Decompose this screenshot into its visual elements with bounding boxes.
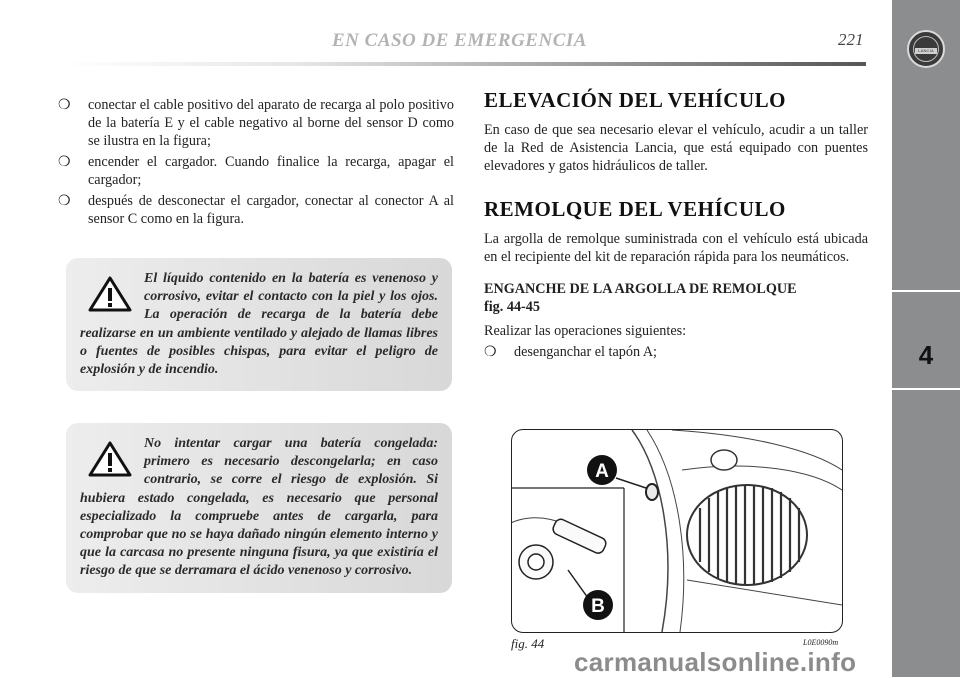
subheading-fig-ref: fig. 44-45	[484, 299, 540, 315]
warning-box-battery-acid	[66, 258, 452, 391]
bullet-icon: ❍	[58, 154, 71, 170]
list-item-text: encender el cargador. Cuando finalice la recarga, apagar el cargador;	[88, 154, 454, 188]
watermark: carmanualsonline.info	[574, 647, 857, 677]
right-column	[484, 88, 868, 364]
bullet-icon: ❍	[484, 344, 497, 360]
paragraph-remolque: La argolla de remolque suministrada con el vehículo está ubicada en el recipiente del kit de reparación rápida para los neumáticos.	[484, 231, 868, 265]
chapter-number: 4	[918, 340, 934, 370]
subheading-enganche: ENGANCHE DE LA ARGOLLA DE REMOLQUE	[484, 281, 797, 297]
bullet-icon: ❍	[58, 97, 71, 113]
list-item	[58, 96, 454, 150]
left-column	[58, 96, 454, 231]
list-item-text: desenganchar el tapón A;	[514, 344, 658, 360]
bullet-icon: ❍	[58, 193, 71, 209]
warning-text: El líquido contenido en la batería es venenoso y corrosivo, evitar el contacto con la piel y los ojos. La operación de recarga de la batería debe realizarse en un ambiente ventilado y alejado de llamas libres o fuentes de posibles chispas, para evitar el peligro de explosión y de incendio.	[80, 271, 438, 378]
sidebar-divider-bottom	[892, 388, 960, 390]
list-item-text: después de desconectar el cargador, conectar al conector A al sensor C como en la figura.	[88, 193, 454, 227]
warning-triangle-icon	[88, 276, 132, 312]
section-title: EN CASO DE EMERGENCIA	[332, 30, 587, 51]
figure-code: L0E0090m	[803, 638, 839, 647]
lancia-logo	[907, 30, 945, 68]
figure-caption: fig. 44	[511, 636, 545, 651]
warning-triangle-icon	[88, 441, 132, 477]
page-number: 221	[838, 30, 864, 49]
logo-text: LANCIA	[915, 48, 937, 54]
heading-elevacion: ELEVACIÓN DEL VEHÍCULO	[484, 88, 786, 112]
list-item	[484, 343, 868, 361]
chapter-sidebar	[892, 0, 960, 677]
sidebar-divider-top	[892, 290, 960, 292]
list-item-text: conectar el cable positivo del aparato de recarga al polo positivo de la batería E y el cable negativo al borne del sensor D como se ilustra en la figura;	[88, 97, 454, 149]
warning-text: No intentar cargar una batería congelada: primero es necesario descongelarla; en caso contrario, se corre el riesgo de explosión. Si hubiera estado congelada, es necesario que personal especializado la compruebe antes de cargarla, para comprobar que no se haya dañado ningún elemento interno y que la carcasa no presente ninguna fisura, ya que existiría el riesgo de que se derramara el ácido venenoso y corrosivo.	[80, 436, 438, 579]
header-rule	[58, 62, 866, 66]
warning-box-frozen-battery	[66, 423, 452, 593]
label-a: A	[595, 461, 609, 482]
figure-tow-hook	[511, 429, 843, 633]
car-front-illustration	[512, 430, 842, 632]
label-b: B	[591, 596, 605, 617]
list-item	[58, 153, 454, 189]
paragraph-operaciones: Realizar las operaciones siguientes:	[484, 323, 687, 339]
list-item	[58, 192, 454, 228]
paragraph-elevacion: En caso de que sea necesario elevar el vehículo, acudir a un taller de la Red de Asistencia Lancia, que está equipado con puentes elevadores y gatos hidráulicos de taller.	[484, 122, 868, 174]
heading-remolque: REMOLQUE DEL VEHÍCULO	[484, 197, 786, 221]
